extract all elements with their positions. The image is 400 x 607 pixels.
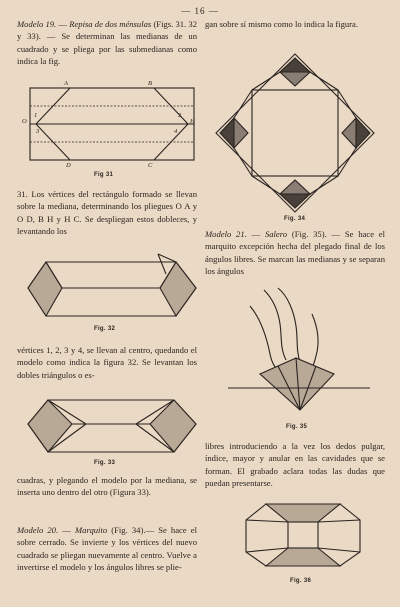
paragraph-modelo-20: Modelo 20. — Marquito (Fig. 34).— Se hace el sobre cerrado. Se invierte y los vértices del nuevo cuadrado se pliegan nuevamente al centro. Vuelve a invertirse el modelo y los ángulos libres se plie- — [17, 525, 197, 573]
figure-31-label-3: 3 — [36, 128, 40, 135]
figure-31-label-c: C — [148, 162, 153, 169]
paragraph-continuation: gan sobre sí mismo como lo indica la figura. — [205, 19, 358, 29]
figure-31-label-1: 1 — [34, 112, 38, 119]
paragraph-fig35-text: libres introduciendo a la vez los dedos pulgar, índice, mayor y anular en las cavidades que se forman. El grabado aclara todas las dudas que puedan presentarse. — [205, 441, 385, 489]
figure-35-drawing — [220, 284, 380, 420]
model-label: Modelo 19. — [17, 19, 57, 29]
figure-33-drawing — [26, 394, 198, 460]
model-label: Modelo 21. — [205, 229, 247, 239]
paragraph-fig33-text: cuadras, y plegando el modelo por la mediana, se inserta uno dentro del otro (Figura 33). — [17, 475, 197, 498]
figure-31-label-d: D — [66, 162, 71, 169]
figure-35-caption: Fig. 35 — [286, 424, 308, 430]
figure-36-caption: Fig. 36 — [290, 578, 312, 584]
figure-31-label-2: 2 — [178, 112, 182, 119]
paragraph-fig32-text: vértices 1, 2, 3 y 4, se llevan al centro, quedando el modelo como indica la figura 32. Se levantan los dobles triángulos o es- — [17, 345, 197, 380]
model-title: Salero — [264, 229, 288, 239]
figure-31-label-a: A — [64, 80, 68, 87]
figure-32-caption: Fig. 32 — [94, 326, 116, 332]
figure-34-caption: Fig. 34 — [284, 216, 306, 222]
model-title: Marquito — [74, 525, 108, 535]
figure-32-drawing — [26, 250, 198, 326]
figure-34-drawing — [214, 52, 376, 214]
model-title: Repisa de dos ménsulas — [69, 19, 152, 29]
model-label: Modelo 20. — [17, 525, 59, 535]
paragraph-modelo-19: Modelo 19. — Repisa de dos ménsulas (Figs. 31. 32 y 33). — Se determinan las medianas de un cuadrado y se pliega por las submedianas como indica la fig. — [17, 19, 197, 67]
page-number: — 16 — — [181, 6, 219, 16]
figure-33-caption: Fig. 33 — [94, 460, 116, 466]
paragraph-modelo-21: Modelo 21. — Salero (Fig. 35). — Se hace el marquito excepción hecha del plegado final de los ángulos libres. Se marcan las medianas y se separan los ángulos — [205, 229, 385, 277]
figure-31-caption: Fig 31 — [94, 172, 114, 178]
figure-31-label-4: 4 — [174, 128, 178, 135]
paragraph-fig31-text: 31. Los vértices del rectángulo formado se llevan sobre la mediana, determinando los pliegues O A y O D, B H y H C. Se despliegan estos dobleces, y levantando los — [17, 189, 197, 237]
figure-36-drawing — [236, 496, 370, 574]
figure-31-label-o: O — [22, 118, 27, 125]
figure-31-label-h: H — [190, 118, 195, 125]
figure-31-drawing — [28, 84, 198, 166]
figure-31-label-b: B — [148, 80, 152, 87]
